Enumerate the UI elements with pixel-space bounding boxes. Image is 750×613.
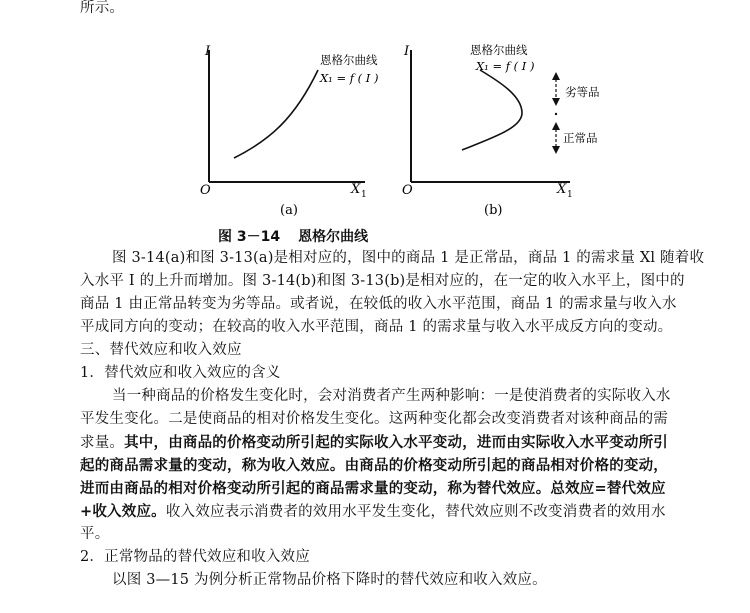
inferior-goods-label: 劣等品 — [565, 85, 600, 99]
turning-point-dot — [555, 113, 557, 115]
engel-curve-figure — [0, 0, 750, 250]
panel-b-x-axis-sub: 1 — [567, 190, 573, 200]
figure-caption-number: 图 3－14 — [218, 229, 281, 245]
paragraph-2-line-2: 平发生变化。二是使商品的相对价格发生变化。这两种变化都会改变消费者对该种商品的需 — [80, 411, 668, 427]
panel-a — [200, 44, 378, 218]
figure-caption-title: 恩格尔曲线 — [298, 229, 369, 245]
paragraph-1-line-1: 图 3-14(a)和图 3-13(a)是相对应的，图中的商品 1 是正常品，商品 1 的需求量 Xl 随着收 — [112, 250, 705, 266]
normal-goods-label: 正常品 — [563, 131, 598, 145]
paragraph-2-line-6-bold: +收入效应。 — [80, 503, 166, 520]
paragraph-2-line-6-normal: 收入效应表示消费者的效用水平发生变化，替代效应则不改变消费者的效用水 — [165, 504, 666, 520]
panel-b — [402, 43, 600, 218]
paragraph-3-line-1: 以图 3—15 为例分析正常物品价格下降时的替代效应和收入效应。 — [112, 572, 547, 588]
panel-a-origin: O — [200, 183, 211, 198]
panel-a-engel-curve — [234, 70, 318, 158]
panel-a-x-axis-label: X — [351, 182, 361, 197]
panel-b-x-axis-label: X — [557, 182, 567, 197]
paragraph-2-line-6 — [80, 501, 666, 523]
paragraph-2-line-4: 起的商品需求量的变动，称为收入效应。由商品的价格变动所引起的商品相对价格的变动， — [80, 457, 668, 474]
panel-a-y-axis-label: I — [205, 44, 211, 59]
panel-b-engel-curve — [462, 70, 522, 150]
top-fragment: 所示。 — [80, 0, 125, 16]
paragraph-2-line-3-normal: 求量。 — [80, 435, 125, 451]
paragraph-2-line-7: 平。 — [80, 526, 110, 542]
paragraph-2-line-3 — [80, 432, 668, 454]
panel-a-label: (a) — [280, 203, 298, 218]
panel-b-curve-formula: X₁ = f ( I ) — [476, 59, 535, 73]
paragraph-2-line-5: 进而由商品的相对价格变动所引起的商品需求量的变动，称为替代效应。总效应=替代效应 — [80, 480, 666, 497]
panel-b-origin: O — [402, 183, 413, 198]
figure-caption — [218, 226, 368, 246]
panel-a-curve-name: 恩格尔曲线 — [320, 53, 378, 67]
panel-a-x-axis-sub: 1 — [361, 190, 367, 200]
paragraph-2-line-3-bold: 其中，由商品的价格变动所引起的实际收入水平变动，进而由实际收入水平变动所引 — [124, 434, 669, 451]
subsection-heading-1: 1．替代效应和收入效应的含义 — [80, 365, 281, 381]
panel-b-label: (b) — [484, 203, 503, 218]
paragraph-1-line-4: 平成同方向的变动；在较高的收入水平范围，商品 1 的需求量与收入水平成反方向的变动。 — [80, 319, 673, 335]
panel-b-y-axis-label: I — [404, 44, 410, 59]
section-heading-3: 三、替代效应和收入效应 — [80, 342, 242, 358]
panel-a-curve-formula: X₁ = f ( I ) — [320, 71, 379, 85]
inferior-range-arrow — [552, 72, 560, 106]
paragraph-1-line-3: 商品 1 由正常品转变为劣等品。或者说，在较低的收入水平范围，商品 1 的需求量与收入水 — [80, 296, 677, 312]
paragraph-1-line-2: 入水平 I 的上升而增加。图 3-14(b)和图 3-13(b)是相对应的，在一定的收入水平上，图中的 — [80, 273, 685, 289]
panel-b-curve-name: 恩格尔曲线 — [470, 43, 528, 57]
subsection-heading-2: 2．正常物品的替代效应和收入效应 — [80, 549, 310, 565]
normal-range-arrow — [552, 122, 560, 154]
paragraph-2-line-1: 当一种商品的价格发生变化时，会对消费者产生两种影响：一是使消费者的实际收入水 — [112, 388, 671, 404]
